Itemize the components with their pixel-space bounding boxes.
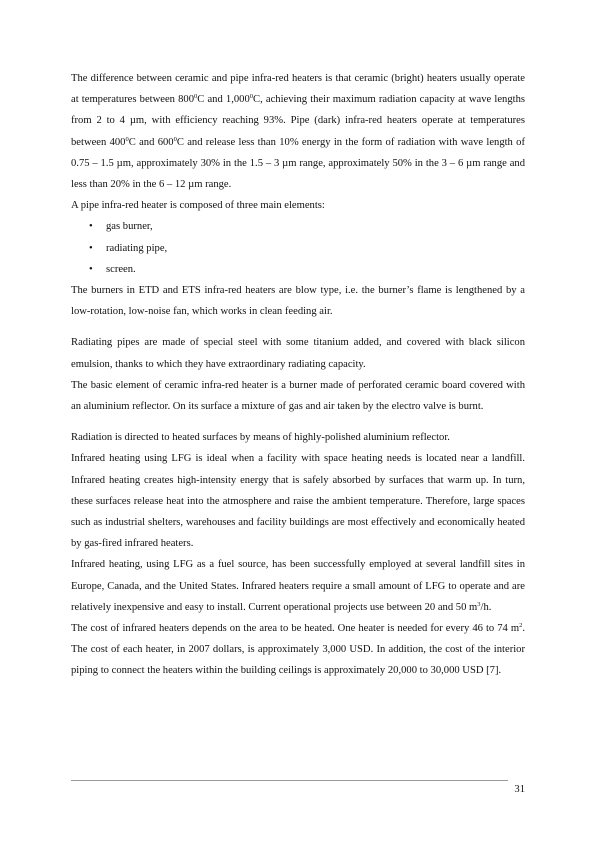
paragraph-lfg-sites: Infrared heating, using LFG as a fuel source, has been successfully employed at several landfill sites in Europe, Canada, and the United States. Infrared heaters require a small amount of LFG to operate and are relatively inexpensive and easy to install. Current operational projects use between 20 and 50 $m^3/h$. bbox=[71, 559, 525, 613]
list-item: • radiating pipe, bbox=[71, 238, 525, 259]
paragraph-burners: The burners in ETD and ETS infra-red heaters are blow type, i.e. the burner’s flame is lengthened by a low-rotation, low-noise fan, which works in clean feeding air. bbox=[71, 285, 525, 318]
paragraph-heater-types: The difference between ceramic and pipe infra-red heaters is that ceramic (bright) heaters usually operate at temperatures between $800^0C$ and 1,000$^0$C, achieving their maximum radiation capacity at wave lengths from 2 to 4 µm, with efficiency reaching 93%. Pipe (dark) infra-red heaters operate at temperatures between $400^0C$ and $600^0C$ and release less than 10% energy in the form of radiation with wave length of 0.75 – 1.5 µm, approximately 30% in the 1.5 – 3 µm range, approximately 50% in the 3 – 6 µm range and less than 20% in the 6 – 12 µm range. bbox=[71, 73, 526, 191]
list-item: • screen. bbox=[71, 259, 525, 280]
paragraph-radiating-pipes: Radiating pipes are made of special steel with some titanium added, and covered with black silicon emulsion, thanks to which they have extraordinary radiating capacity. bbox=[71, 337, 525, 370]
body-text bbox=[71, 68, 525, 682]
page-number: 31 bbox=[514, 784, 525, 795]
paragraph-gap bbox=[71, 322, 525, 332]
paragraph-ceramic-burner: The basic element of ceramic infra-red heater is a burner made of perforated ceramic board covered with an aluminium reflector. On its surface a mixture of gas and air taken by the electro valve is burnt. bbox=[71, 379, 525, 413]
paragraph-cost: The cost of infrared heaters depends on the area to be heated. One heater is needed for every 46 to 74 $m^2$. The cost of each heater, in 2007 dollars, is approximately 3,000 USD. In addition, the cost of the interior piping to connect the heaters within the building ceilings is approximately 20,000 to 30,000 USD [7]. bbox=[71, 622, 525, 677]
paragraph-elements-intro: A pipe infra-red heater is composed of three main elements: bbox=[71, 200, 325, 212]
paragraph-reflector: Radiation is directed to heated surfaces by means of highly-polished aluminium reflector. bbox=[71, 432, 450, 444]
paragraph-lfg-heating: Infrared heating using LFG is ideal when a facility with space heating needs is located near a landfill. Infrared heating creates high-intensity energy that is safely absorbed by surfaces that warm up. In turn, these surfaces release heat into the atmosphere and raise the ambient temperature. Therefore, large spaces such as industrial shelters, warehouses and facility buildings are most effectively and economically heated by gas-fired infrared heaters. bbox=[71, 453, 525, 550]
elements-list bbox=[71, 216, 525, 280]
footer-divider bbox=[71, 780, 508, 781]
paragraph-gap bbox=[71, 417, 525, 427]
list-item: • gas burner, bbox=[71, 216, 525, 237]
